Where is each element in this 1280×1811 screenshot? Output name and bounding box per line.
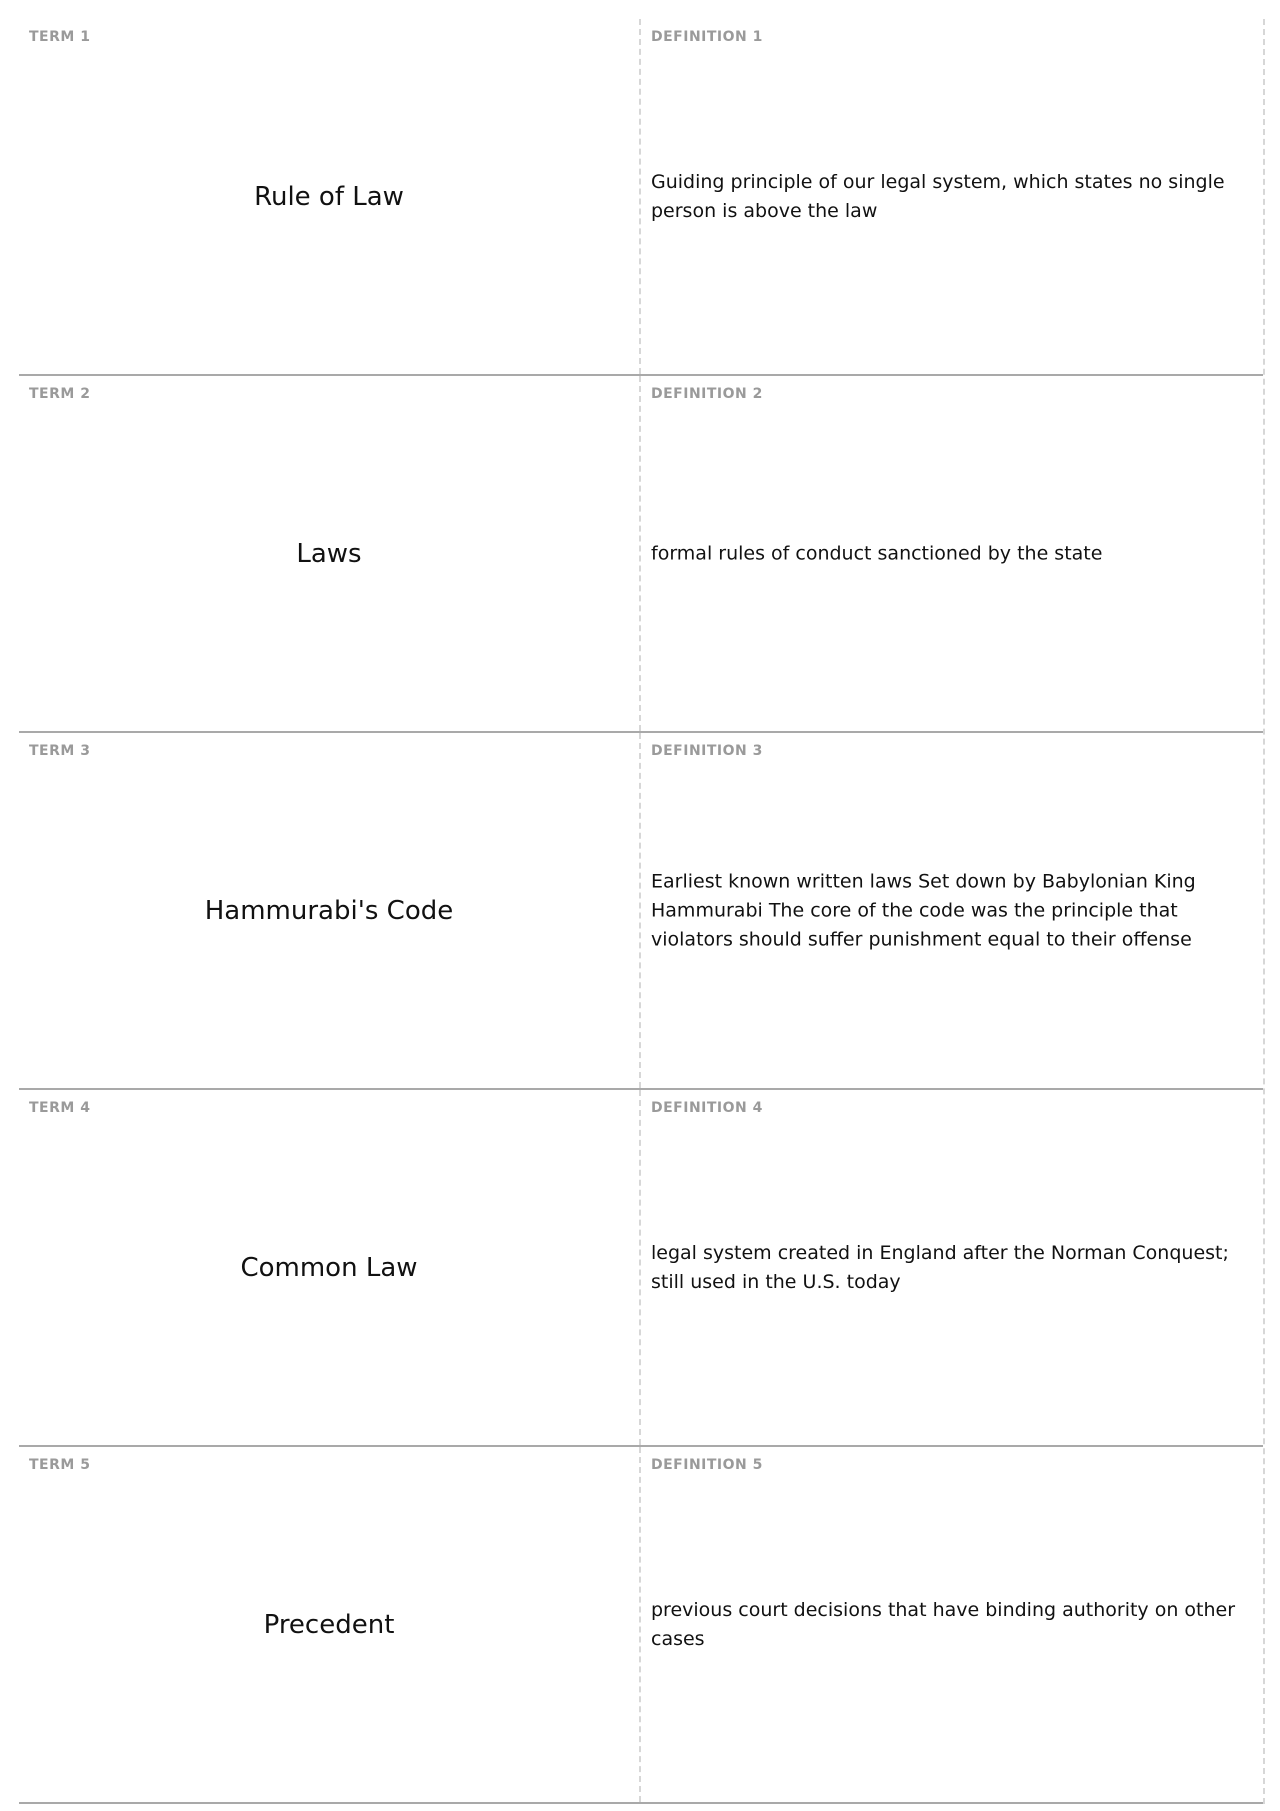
term-cell	[19, 1447, 641, 1802]
term-label: TERM 1	[29, 29, 91, 45]
definition-cell	[641, 733, 1263, 1088]
term-label: TERM 4	[29, 1100, 91, 1116]
term-label: TERM 5	[29, 1457, 91, 1473]
definition-label: DEFINITION 5	[651, 1457, 763, 1473]
term-text: Hammurabi's Code	[204, 895, 454, 926]
definition-label: DEFINITION 3	[651, 743, 763, 759]
definition-cell	[641, 376, 1263, 731]
term-text: Precedent	[263, 1609, 395, 1640]
term-cell	[19, 733, 641, 1088]
definition-text: Earliest known written laws Set down by Babylonian King Hammurabi The core of the code was the principle that violators should suffer punishment equal to their offense	[651, 870, 1196, 950]
definition-text: formal rules of conduct sanctioned by the state	[651, 542, 1103, 564]
term-cell	[19, 1090, 641, 1445]
definition-cell	[641, 1447, 1263, 1802]
term-text: Rule of Law	[254, 181, 404, 212]
flashcard-row	[19, 1447, 1263, 1804]
term-cell	[19, 376, 641, 731]
term-text: Common Law	[240, 1252, 418, 1283]
definition-cell	[641, 1090, 1263, 1445]
term-text: Laws	[296, 538, 362, 569]
definition-label: DEFINITION 4	[651, 1100, 763, 1116]
flashcard-row	[19, 376, 1263, 733]
term-cell	[19, 19, 641, 374]
term-label: TERM 3	[29, 743, 91, 759]
definition-label: DEFINITION 1	[651, 29, 763, 45]
definition-text: legal system created in England after the Norman Conquest; still used in the U.S. today	[651, 1241, 1229, 1293]
flashcard-row	[19, 1090, 1263, 1447]
flashcard-row	[19, 733, 1263, 1090]
definition-text: Guiding principle of our legal system, which states no single person is above the law	[651, 170, 1225, 222]
definition-label: DEFINITION 2	[651, 386, 763, 402]
flashcard-row	[19, 19, 1263, 376]
flashcard-sheet	[19, 19, 1265, 1804]
term-label: TERM 2	[29, 386, 91, 402]
definition-text: previous court decisions that have binding authority on other cases	[651, 1598, 1236, 1650]
definition-cell	[641, 19, 1263, 374]
